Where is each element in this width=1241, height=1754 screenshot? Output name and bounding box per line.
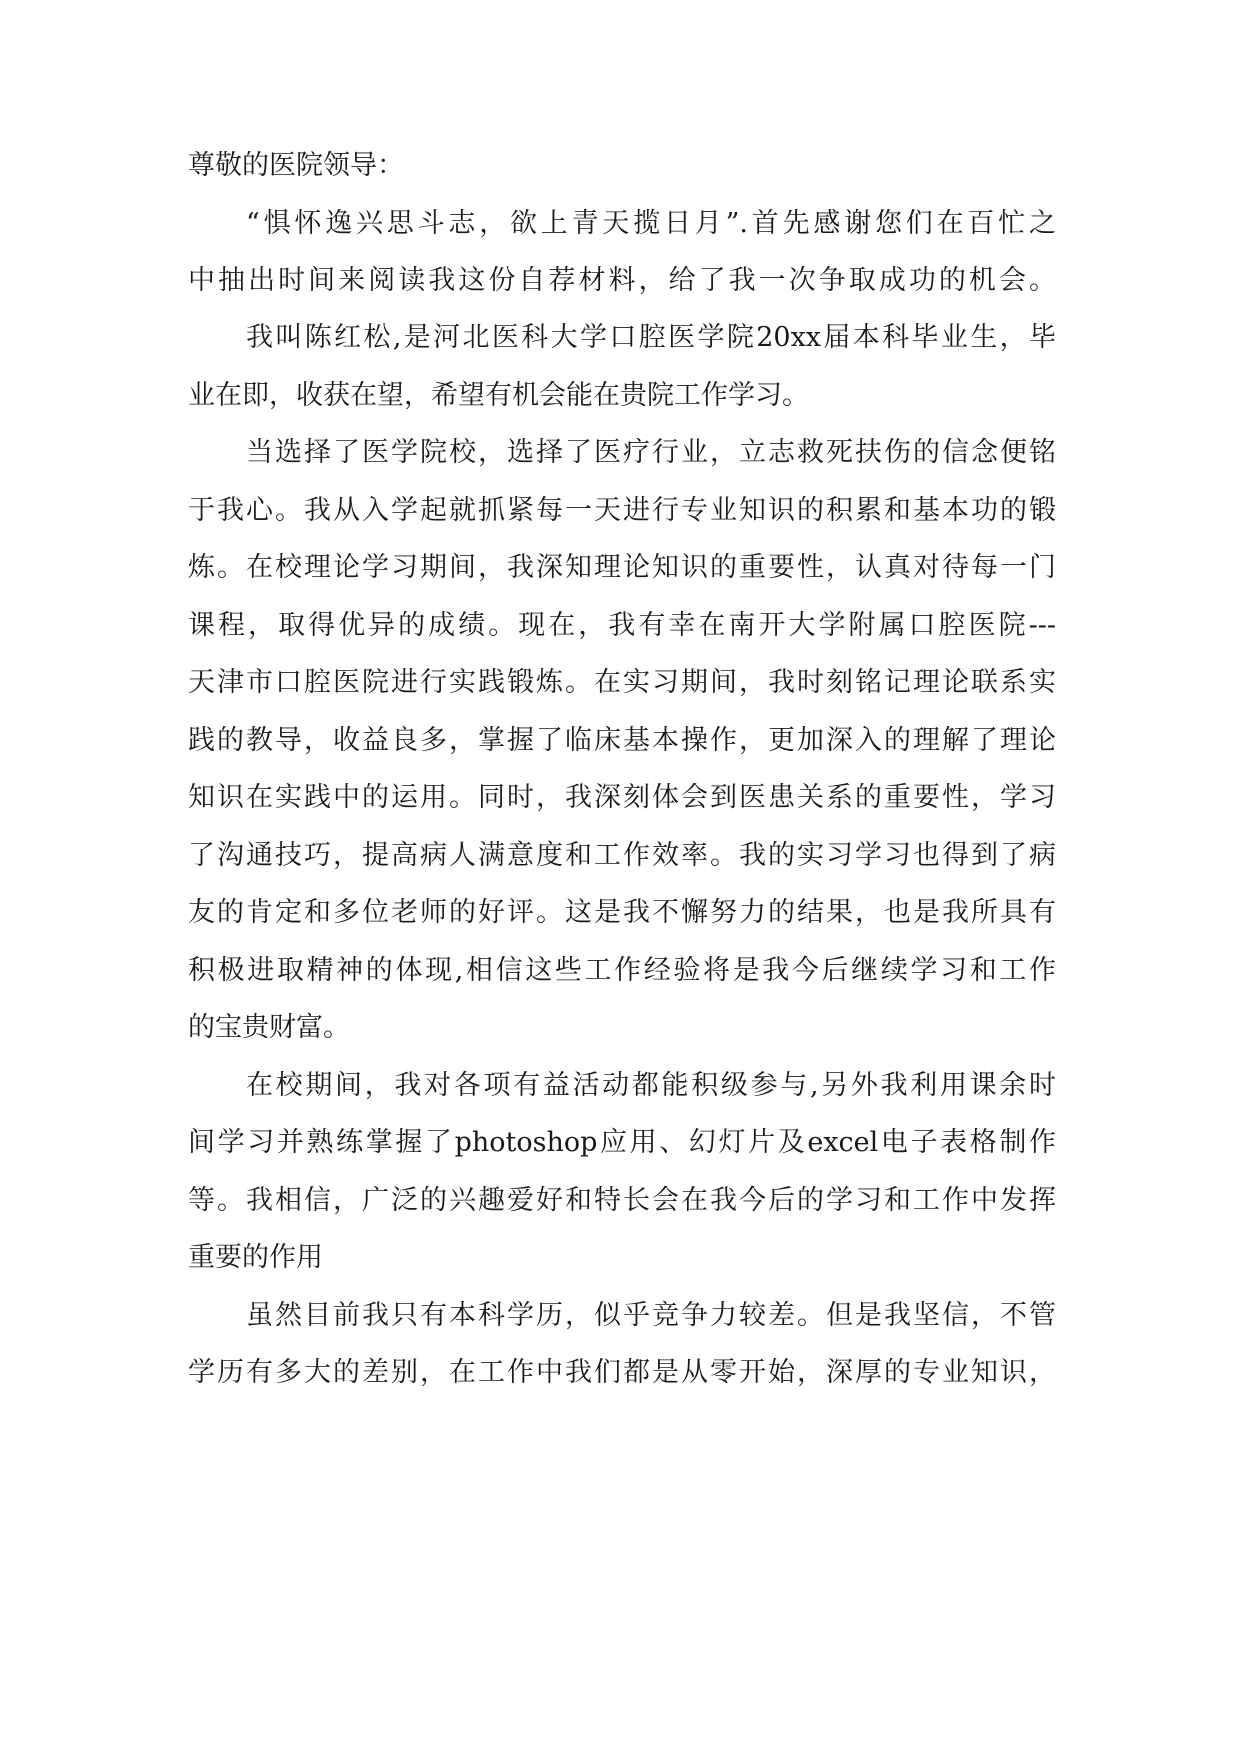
paragraph-3-line-10: 积极进取精神的体现,相信这些工作经验将是我今后继续学习和工作: [188, 955, 1056, 986]
paragraph-3-line-5: 天津市口腔医院进行实践锻炼。在实习期间，我时刻铭记理论联系实: [188, 667, 1056, 698]
paragraph-3-line-4: 课程，取得优异的成绩。现在，我有幸在南开大学附属口腔医院---: [188, 610, 1056, 641]
paragraph-2-line-1: 我叫陈红松,是河北医科大学口腔医学院20xx届本科毕业生，毕: [246, 322, 1056, 353]
paragraph-2-line-2: 业在即，收获在望，希望有机会能在贵院工作学习。: [188, 380, 809, 411]
paragraph-4-line-4: 重要的作用: [188, 1242, 323, 1273]
paragraph-1-line-1: “惧怀逸兴思斗志，欲上青天揽日月”.首先感谢您们在百忙之: [246, 208, 1056, 239]
paragraph-4-line-1: 在校期间，我对各项有益活动都能积级参与,另外我利用课余时: [246, 1070, 1056, 1101]
salutation: 尊敬的医院领导：: [188, 150, 404, 181]
paragraph-3-line-2: 于我心。我从入学起就抓紧每一天进行专业知识的积累和基本功的锻: [188, 495, 1056, 526]
paragraph-3-line-1: 当选择了医学院校，选择了医疗行业，立志救死扶伤的信念便铭: [246, 437, 1056, 468]
paragraph-3-line-7: 知识在实践中的运用。同时，我深刻体会到医患关系的重要性，学习: [188, 782, 1056, 813]
paragraph-3-line-11: 的宝贵财富。: [188, 1012, 350, 1043]
paragraph-4-line-3: 等。我相信，广泛的兴趣爱好和特长会在我今后的学习和工作中发挥: [188, 1185, 1056, 1216]
paragraph-3-line-6: 践的教导，收益良多，掌握了临床基本操作，更加深入的理解了理论: [188, 725, 1056, 756]
paragraph-3-line-9: 友的肯定和多位老师的好评。这是我不懈努力的结果，也是我所具有: [188, 897, 1056, 928]
paragraph-3-line-8: 了沟通技巧，提高病人满意度和工作效率。我的实习学习也得到了病: [188, 840, 1056, 871]
paragraph-5-line-2: 学历有多大的差别，在工作中我们都是从零开始，深厚的专业知识，: [188, 1357, 1056, 1388]
paragraph-3-line-3: 炼。在校理论学习期间，我深知理论知识的重要性，认真对待每一门: [188, 552, 1056, 583]
paragraph-4-line-2: 间学习并熟练掌握了photoshop应用、幻灯片及excel电子表格制作: [188, 1127, 1056, 1158]
paragraph-1-line-2: 中抽出时间来阅读我这份自荐材料，给了我一次争取成功的机会。: [188, 265, 1056, 296]
paragraph-5-line-1: 虽然目前我只有本科学历，似乎竞争力较差。但是我坚信，不管: [246, 1300, 1056, 1331]
